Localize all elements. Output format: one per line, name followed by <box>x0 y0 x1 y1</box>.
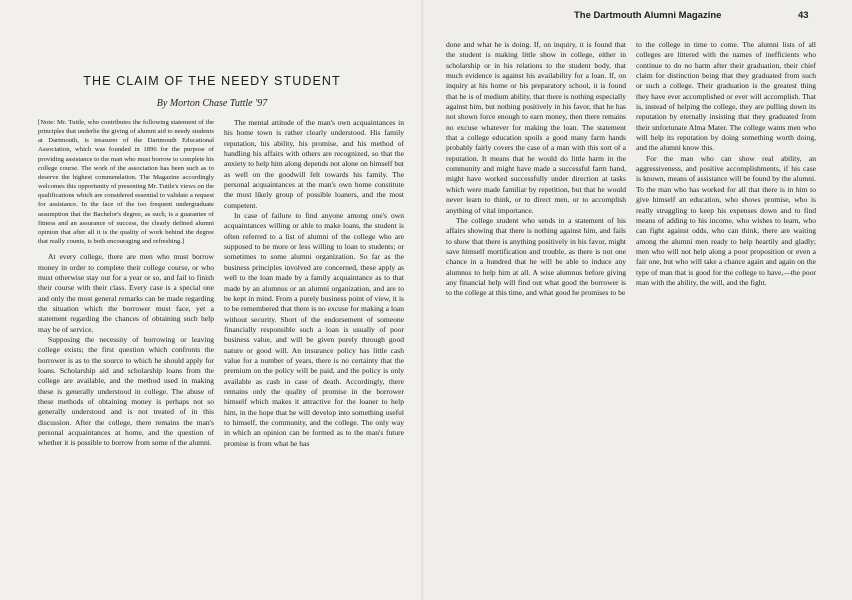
paragraph: to the college in time to come. The alumni lists of all colleges are littered with the names of inefficients who continue to do no harm after their graduation, their chief claim for distinction being that they graduated from such or such a college. Their graduation is the greatest thing they have ever accomplished or ever will accomplish. That is, instead of helping the college, they are pulling down its reputation by eternally insisting that they graduated from their unfortunate Alma Mater. The college wants men who will help its reputation by doing something worth doing, and the alumni know this. <box>636 40 816 153</box>
paragraph: In case of failure to find anyone among one's own acquaintances willing or able to make loans, the student is often referred to a list of alumni of the college who are supposed to be more or less willing to loan to students; or sometimes to some alumni organization. So far as the business principles involved are concerned, these apply as well to the loan made by a family acquaintance as to that made by an alumnus or an alumni organization, and are to be kept in mind. From a purely business point of view, it is to be remembered that there is no excuse for making a loan without security. Short of the endorsement of someone financially responsible such a loan is usually of poor business value, and will be given purely through good nature or good will. An insurance policy has little cash value for a number of years, there is no certainty that the premium on the policy will be paid, and the policy is only available as cash in case of death. Accordingly, there remains only the quality of promise in the borrower himself which makes it attractive for the loaner to help him, in the hope that he will develop into something useful to himself, the community, and the college. The only way in which an opinion can be formed as to the man's future promise is from what he has <box>224 211 404 448</box>
running-head: The Dartmouth Alumni Magazine <box>574 10 722 21</box>
right-page <box>424 0 852 600</box>
byline: By Morton Chase Tuttle '97 <box>156 98 268 109</box>
paragraph: The college student who sends in a statement of his affairs showing that there is nothing against him, and fails to show that there is anything positively in his favor, might save himself mortification and trouble, as there is not one chance in a hundred that he will be able to induce any alumnus to help him at all. A wise alumnus before giving any financial help will find out what good the borrower is to the college at this time, and what good he promises to be <box>446 215 626 298</box>
editor-note-text: [Note: Mr. Tuttle, who contributes the following statement of the principles that underlie the giving of alumni aid to needy students at Dartmouth, is treasurer of the Dartmouth Educational Association, which was founded in 1896 for the purpose of providing assistance to the man who must borrow to complete his college course. The work of the association has been such as to deserve the highest commendation. The Magazine accordingly welcomes this opportunity of presenting Mr. Tuttle's views on the qualifications which are considered essential to validate a request for assistance. In the face of the too frequent undergraduate assumption that the Bachelor's degree, as such, is a guarantee of fitness and an assurance of success, the clearly defined alumni opinion that after all it is the quality of work behind the degree that really counts, is both encouraging and refreshing.] <box>38 119 214 246</box>
article-title: THE CLAIM OF THE NEEDY STUDENT <box>83 74 341 88</box>
paragraph: The mental attitude of the man's own acquaintances in his home town is rather clearly understood. His family reputation, his ability, his promise, and his method of handling his affairs with others are recognized, so that the anxiety to help him along depends not alone on himself but as well on the goodwill felt towards his family. The personal acquaintances at the man's own home constitute the most likely group of possible loaners, and the most competent. <box>224 118 404 210</box>
left-page-column-2 <box>224 118 404 449</box>
right-page-column-2 <box>636 40 816 288</box>
paragraph: done and what he is doing. If, on inquiry, it is found that the student is making little show in college, either in scholarship or in his relations to the student body, that much evidence is against his availability for a loan. If, on inquiry at his home or his preparatory school, it is found that he is of medium ability, that there is nothing especially against him, but nothing positively in his favor, that he has not shown force enough to earn money, then there remains no excuse whatever for making the loan. The statement that a college education spoils a good many farm hands probably fairly covers the case of a man with this sort of a reputation. It means that he would do little harm in the community and might have made a successful farm hand, might have worked successfully under direction at tasks which were made familiar by repetition, but that he would never learn to think, or to direct men, or to accomplish anything of vital importance. <box>446 40 626 215</box>
page-number: 43 <box>798 10 809 21</box>
right-page-column-1 <box>446 40 626 299</box>
paragraph: Supposing the necessity of borrowing or leaving college exists; the first question which confronts the borrower is as to the source to which he should apply for loans. Scholarship aid and scholarship loans from the college are available, and the method used in making these is generally understood in college. The abuse of these methods of obtaining money is perhaps not so generally understood and is not treated of in this discussion. After the college, there remains the man's personal acquaintances at home, and the question of whether it is possible to borrow from some of the alumni. <box>38 334 214 448</box>
left-page <box>0 0 424 600</box>
paragraph: At every college, there are men who must borrow money in order to complete their college course, or who must otherwise stay out for a year or so, and fail to finish their course with their class. Every case is a special one and only the most general remarks can be made regarding the situation which the borrower must face, yet a statement regarding the chances of obtaining such help may be of service. <box>38 252 214 334</box>
paragraph: For the man who can show real ability, an aggressiveness, and positive accomplishments, if his case is known, means of assistance will be found by the alumni. To the man who has worked for all that there is in him to give himself an education, who shows promise, who is really struggling to keep his expenses down and to find means of adding to his income, who wishes to learn, who can fight against odds, who can think, there are waiting among the alumni men ready to help heartily and gladly; men who will not help along a poor proposition or even a fair one, but who will take a chance again and again on the type of man that is good for the college to have,—the poor man with the ability, the will, and the fight. <box>636 153 816 287</box>
left-page-column-1 <box>38 118 214 449</box>
editor-note <box>38 118 214 246</box>
